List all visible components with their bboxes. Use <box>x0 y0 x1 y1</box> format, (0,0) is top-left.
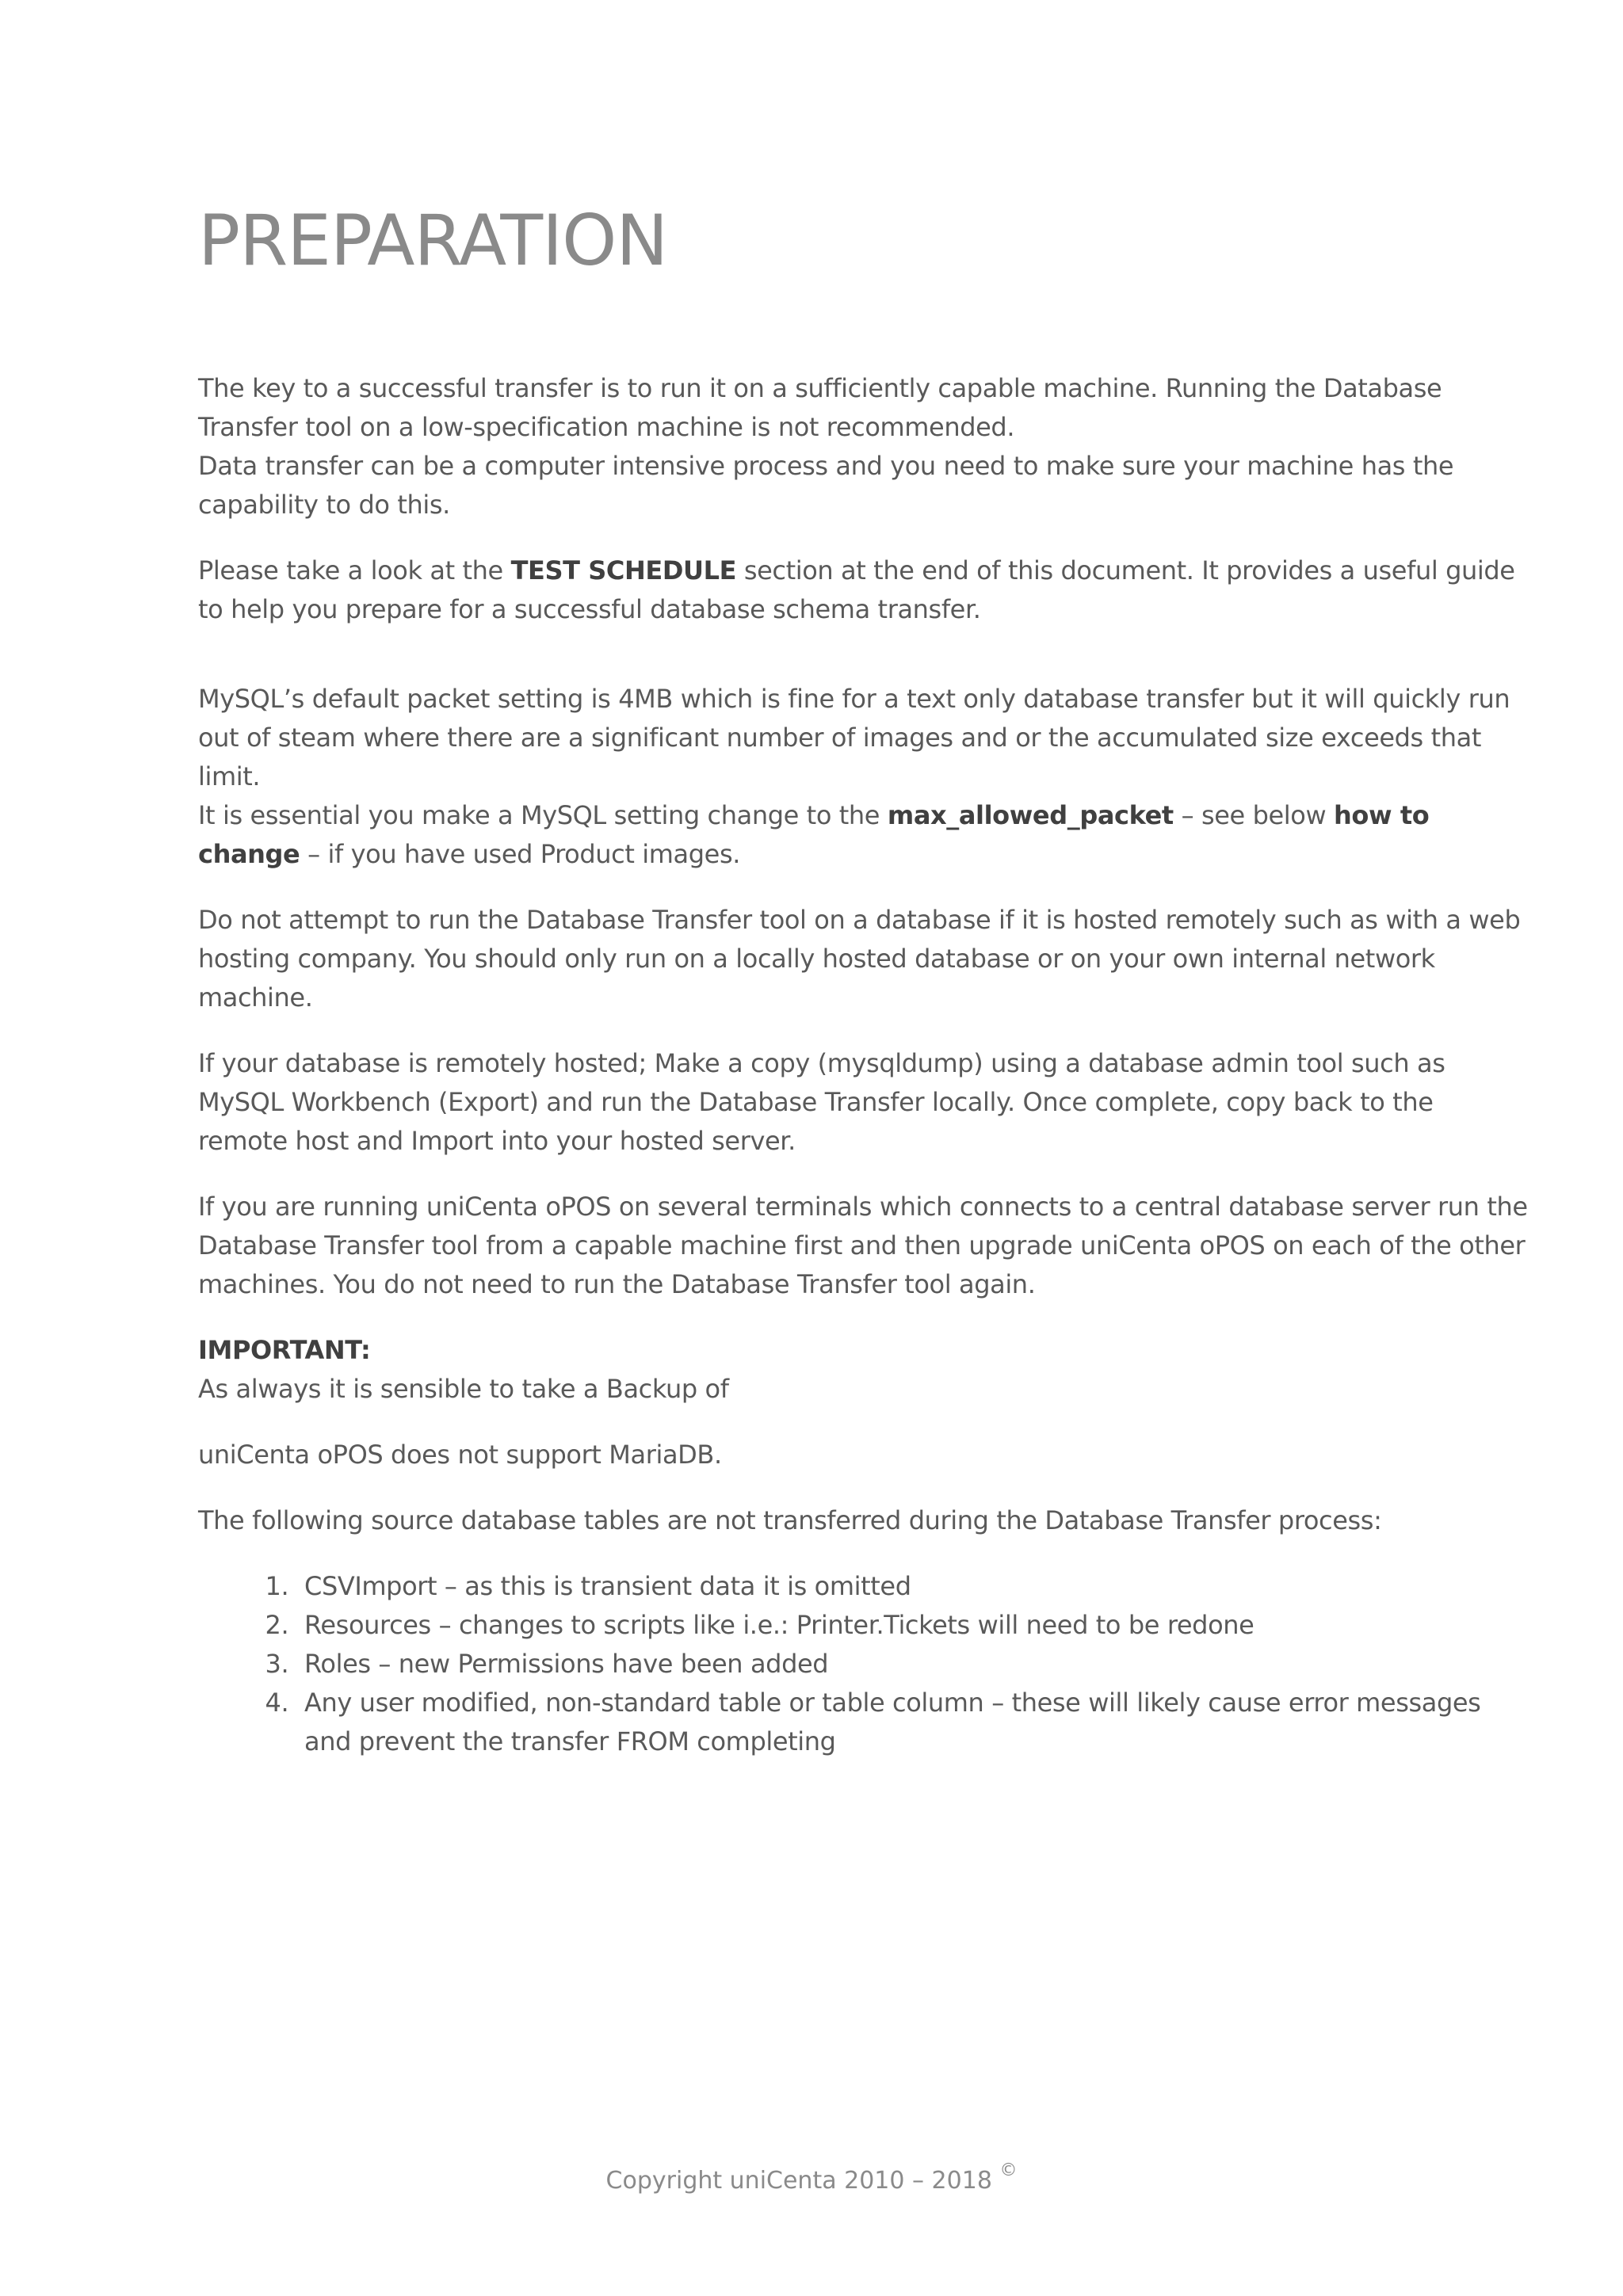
packet-line-1: MySQL’s default packet setting is 4MB which is fine for a text only database transfer but it will quickly run out of steam where there are a significant number of images and or the accumulated size exceeds that limit. <box>198 684 1510 791</box>
list-item: 1. CSVImport – as this is transient data it is omitted <box>296 1567 1529 1606</box>
paragraph-remote-warning: Do not attempt to run the Database Transfer tool on a database if it is hosted remotely such as with a web hosting company. You should only run on a locally hosted database or on your own internal network machine. <box>198 905 1521 1013</box>
important-text: As always it is sensible to take a Backup of <box>198 1374 729 1404</box>
document-page <box>198 200 1529 1761</box>
paragraph-intro <box>198 369 1529 524</box>
list-item: 4. Any user modified, non-standard table or table column – these will likely cause error messages and prevent the transfer FROM completing <box>296 1684 1529 1761</box>
copyright-icon: © <box>999 2161 1018 2180</box>
page-title: PREPARATION <box>198 200 668 281</box>
paragraph-test-schedule <box>198 551 1529 629</box>
list-item: 3. Roles – new Permissions have been added <box>296 1645 1529 1684</box>
paragraph-packet <box>198 680 1529 874</box>
paragraph-remote-copy: If your database is remotely hosted; Make a copy (mysqldump) using a database admin tool such as MySQL Workbench (Export) and run the Database Transfer locally. Once complete, copy back to the remote host and Import into your hosted server. <box>198 1048 1445 1156</box>
intro-line-2: Data transfer can be a computer intensive process and you need to make sure your machine has the capability to do this. <box>198 451 1454 520</box>
test-schedule-post: section at the end of this document. It provides a useful guide to help you prepare for a successful database schema transfer. <box>198 555 1515 624</box>
intro-line-1: The key to a successful transfer is to run it on a sufficiently capable machine. Running the Database Transfer tool on a low-specification machine is not recommended. <box>198 373 1442 442</box>
packet-bold-setting: max_allowed_packet <box>887 800 1174 830</box>
test-schedule-pre: Please take a look at the <box>198 555 511 585</box>
list-item: 2. Resources – changes to scripts like i.e.: Printer.Tickets will need to be redone <box>296 1606 1529 1645</box>
paragraph-terminals: If you are running uniCenta oPOS on several terminals which connects to a central database server run the Database Transfer tool from a capable machine first and then upgrade uniCenta oPOS on each of the other machines. You do not need to run the Database Transfer tool again. <box>198 1192 1528 1299</box>
not-transferred-list <box>198 1567 1529 1761</box>
important-heading: IMPORTANT: <box>198 1335 371 1365</box>
packet-mid: – see below <box>1173 800 1335 830</box>
copyright-text: Copyright uniCenta 2010 – 2018 <box>605 2167 1000 2195</box>
paragraph-mariadb: uniCenta oPOS does not support MariaDB. <box>198 1440 722 1470</box>
packet-pre: It is essential you make a MySQL setting change to the <box>198 800 888 830</box>
packet-post: – if you have used Product images. <box>300 839 740 869</box>
page-footer <box>0 2161 1623 2195</box>
test-schedule-bold: TEST SCHEDULE <box>510 555 737 585</box>
packet-bold-howto: how to change <box>198 800 1430 869</box>
paragraph-not-transferred: The following source database tables are not transferred during the Database Transfer process: <box>198 1505 1382 1535</box>
